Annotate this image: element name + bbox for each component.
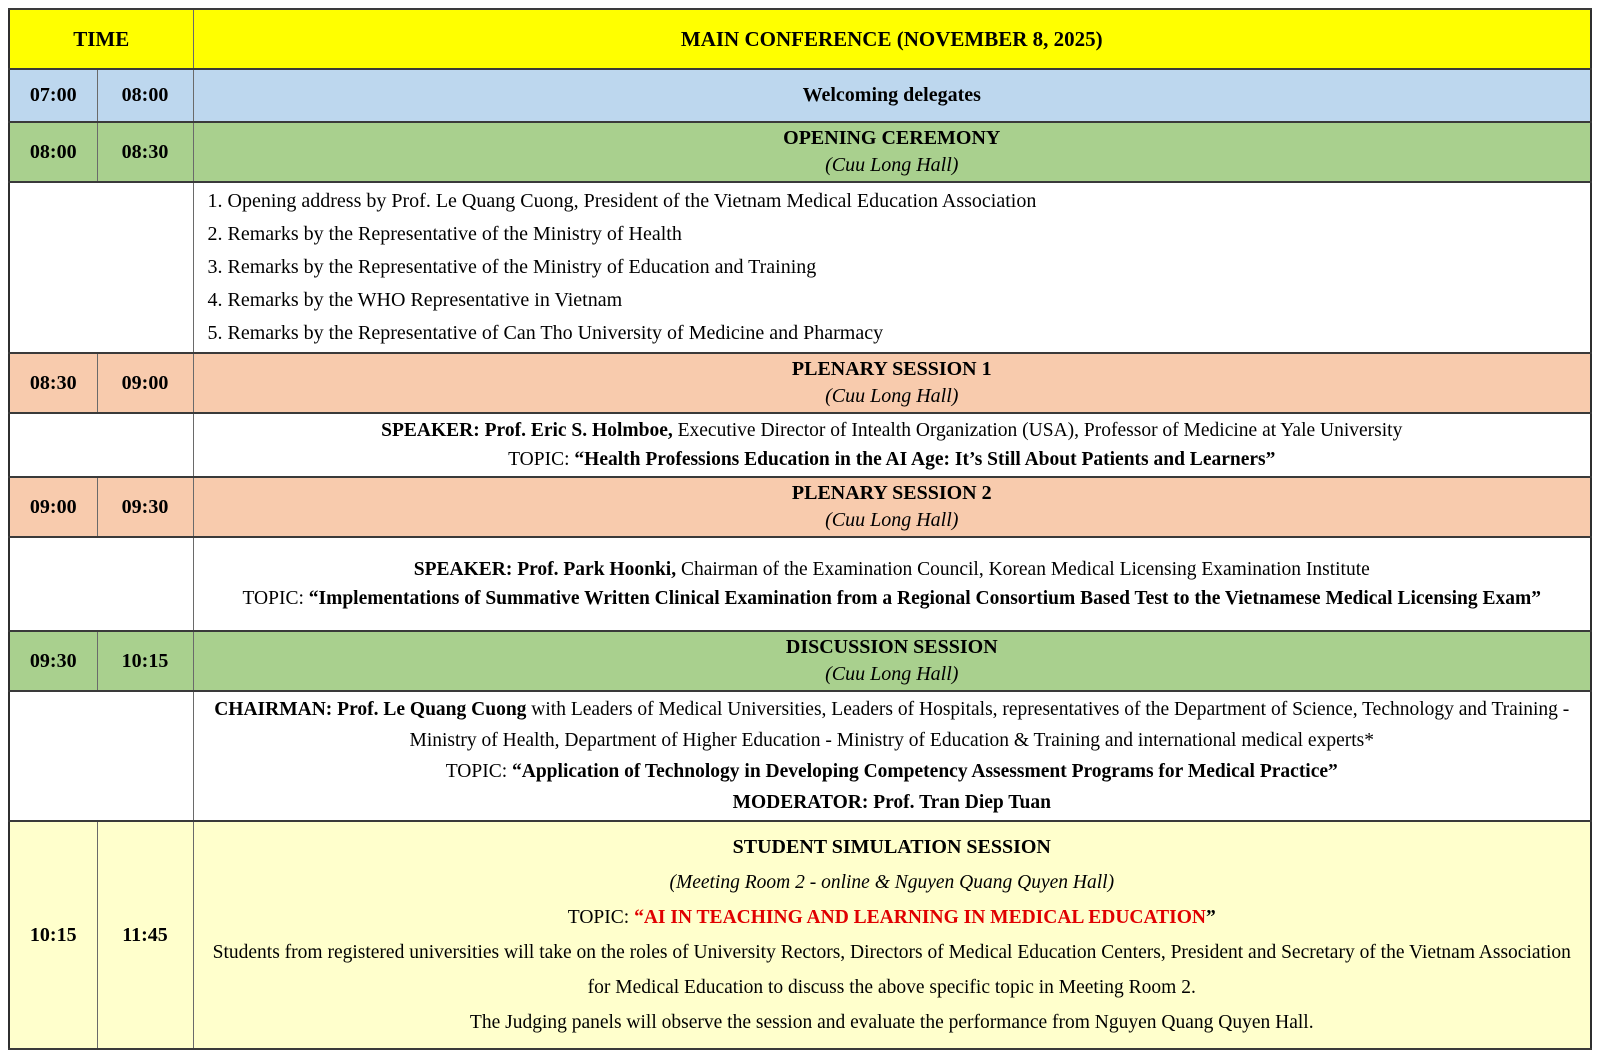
plenary1-speaker-label: SPEAKER: Prof. Eric S. Holmboe, (381, 420, 673, 441)
opening-items-cell (193, 182, 1591, 353)
discussion-start-time: 09:30 (9, 631, 97, 691)
plenary1-venue: (Cuu Long Hall) (825, 385, 959, 407)
conference-title: MAIN CONFERENCE (NOVEMBER 8, 2025) (193, 9, 1591, 69)
student-session-title: STUDENT SIMULATION SESSION (732, 836, 1051, 858)
plenary2-cell (193, 477, 1591, 537)
opening-item: 5. Remarks by the Representative of Can Tho University of Medicine and Pharmacy (207, 322, 884, 344)
opening-end-time: 08:30 (97, 122, 193, 182)
plenary2-details-row (9, 537, 1591, 631)
plenary1-topic-label: TOPIC: (508, 449, 575, 470)
student-session-description-1: Students from registered universities will take on the roles of University Rectors, Directors of Medical Education Centers, President and Secretary of the Vietnam Association for Medical Education to discuss the above specific topic in Meeting Room 2. (212, 942, 1571, 998)
plenary1-speaker-desc: Executive Director of Intealth Organization (USA), Professor of Medicine at Yale University (672, 420, 1403, 441)
discussion-title: DISCUSSION SESSION (785, 636, 998, 658)
plenary2-start-time: 09:00 (9, 477, 97, 537)
discussion-chairman-label: CHAIRMAN: Prof. Le Quang Cuong (214, 699, 527, 720)
discussion-row (9, 631, 1591, 691)
plenary2-end-time: 09:30 (97, 477, 193, 537)
opening-item: 3. Remarks by the Representative of the Ministry of Education and Training (207, 256, 817, 278)
discussion-empty-time-cell (9, 691, 193, 821)
student-session-description-2: The Judging panels will observe the session and evaluate the performance from Nguyen Quang Quyen Hall. (469, 1012, 1314, 1033)
plenary2-empty-time-cell (9, 537, 193, 631)
opening-ceremony-venue: (Cuu Long Hall) (825, 154, 959, 176)
discussion-cell (193, 631, 1591, 691)
discussion-moderator: MODERATOR: Prof. Tran Diep Tuan (732, 792, 1051, 813)
student-session-row (9, 821, 1591, 1049)
opening-start-time: 08:00 (9, 122, 97, 182)
student-end-time: 11:45 (97, 821, 193, 1049)
plenary1-topic: “Health Professions Education in the AI Age: It’s Still About Patients and Learners” (574, 449, 1276, 470)
plenary1-end-time: 09:00 (97, 353, 193, 413)
discussion-details-row (9, 691, 1591, 821)
student-session-venue: (Meeting Room 2 - online & Nguyen Quang Quyen Hall) (669, 872, 1115, 893)
plenary2-speaker-label: SPEAKER: Prof. Park Hoonki, (413, 559, 677, 580)
conference-schedule-table (8, 8, 1592, 1050)
plenary1-row (9, 353, 1591, 413)
welcoming-start-time: 07:00 (9, 69, 97, 122)
welcoming-end-time: 08:00 (97, 69, 193, 122)
opening-items-row (9, 182, 1591, 353)
student-session-cell (193, 821, 1591, 1049)
plenary1-title: PLENARY SESSION 1 (791, 358, 992, 380)
plenary2-title: PLENARY SESSION 2 (791, 482, 992, 504)
plenary1-empty-time-cell (9, 413, 193, 477)
discussion-topic: “Application of Technology in Developing Competency Assessment Programs for Medical Practice” (512, 761, 1338, 782)
opening-item: 4. Remarks by the WHO Representative in Vietnam (207, 289, 623, 311)
student-topic-open-quote: “ (634, 907, 644, 928)
plenary1-details-cell (193, 413, 1591, 477)
welcoming-row (9, 69, 1591, 122)
discussion-details-cell (193, 691, 1591, 821)
plenary2-speaker-desc: Chairman of the Examination Council, Korean Medical Licensing Examination Institute (676, 559, 1370, 580)
discussion-venue: (Cuu Long Hall) (825, 663, 959, 685)
opening-item: 2. Remarks by the Representative of the Ministry of Health (207, 223, 682, 245)
opening-items-empty-time-cell (9, 182, 193, 353)
plenary2-row (9, 477, 1591, 537)
student-topic: AI IN TEACHING AND LEARNING IN MEDICAL EDUCATION (643, 907, 1206, 928)
plenary2-topic-label: TOPIC: (242, 588, 309, 609)
plenary1-start-time: 08:30 (9, 353, 97, 413)
plenary1-cell (193, 353, 1591, 413)
opening-item: 1. Opening address by Prof. Le Quang Cuong, President of the Vietnam Medical Education Association (207, 190, 1037, 212)
student-start-time: 10:15 (9, 821, 97, 1049)
discussion-topic-label: TOPIC: (445, 761, 512, 782)
discussion-end-time: 10:15 (97, 631, 193, 691)
welcoming-label: Welcoming delegates (193, 69, 1591, 122)
opening-ceremony-title: OPENING CEREMONY (783, 127, 1001, 149)
plenary2-details-cell (193, 537, 1591, 631)
plenary2-topic: “Implementations of Summative Written Clinical Examination from a Regional Consortium Based Test to the Vietnamese Medical Licensing Exam” (308, 588, 1542, 609)
opening-ceremony-row (9, 122, 1591, 182)
header-row (9, 9, 1591, 69)
plenary2-venue: (Cuu Long Hall) (825, 509, 959, 531)
discussion-chairman-desc: with Leaders of Medical Universities, Leaders of Hospitals, representatives of the Department of Science, Technology and Training - Ministry of Health, Department of Higher Education - Ministry of Education & Training and international medical experts* (409, 699, 1570, 751)
time-column-header: TIME (9, 9, 193, 69)
plenary1-details-row (9, 413, 1591, 477)
student-topic-close-quote: ” (1205, 907, 1216, 928)
opening-ceremony-cell (193, 122, 1591, 182)
student-topic-label: TOPIC: (567, 907, 635, 928)
